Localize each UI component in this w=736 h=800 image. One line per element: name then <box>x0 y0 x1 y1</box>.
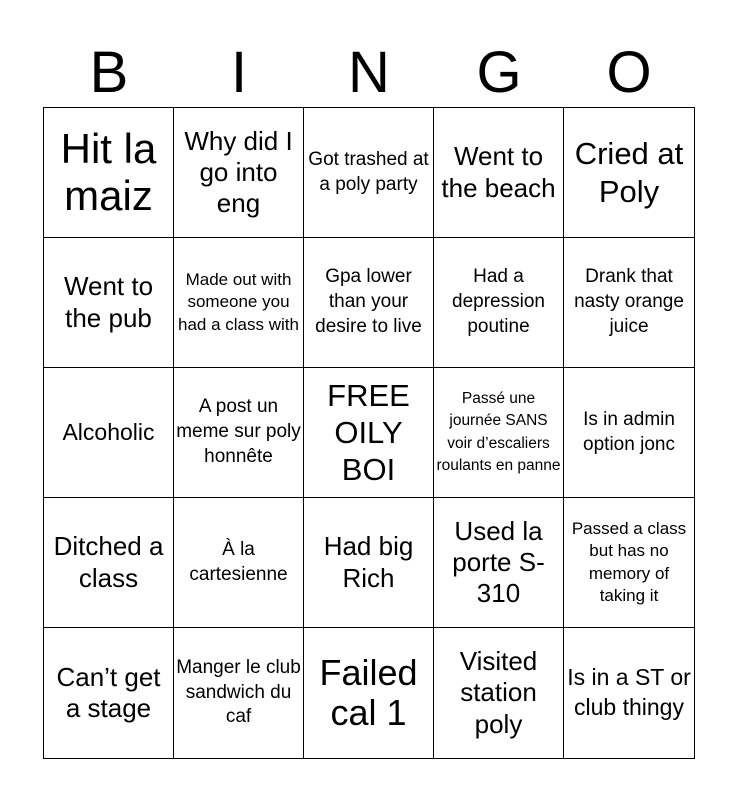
bingo-cell[interactable] <box>44 238 174 368</box>
bingo-cell[interactable] <box>564 628 694 758</box>
cell-text: FREE OILY BOI <box>327 377 410 488</box>
cell-text: Can’t get a stage <box>56 661 161 723</box>
bingo-cell[interactable] <box>304 238 434 368</box>
bingo-cell[interactable] <box>304 108 434 238</box>
cell-text: Manger le club sandwich du caf <box>176 656 301 728</box>
cell-text: Passed a class but has no memory of taking it <box>571 519 687 605</box>
bingo-cell[interactable] <box>564 498 694 628</box>
cell-text: Is in a ST or club thingy <box>567 664 691 720</box>
cell-text: À la cartesienne <box>189 538 288 585</box>
cell-text: Drank that nasty orange juice <box>574 266 684 337</box>
cell-text: Visited station poly <box>459 646 538 739</box>
bingo-cell[interactable] <box>174 368 304 498</box>
cell-text: Hit la maiz <box>60 125 157 219</box>
cell-text: Ditched a class <box>53 531 164 593</box>
header-letter-i: I <box>230 40 248 105</box>
cell-text: Had big Rich <box>323 531 414 593</box>
bingo-cell[interactable] <box>564 368 694 498</box>
cell-text: Passé une journée SANS voir d’escaliers roulants en panne <box>436 389 561 474</box>
bingo-cell[interactable] <box>434 108 564 238</box>
cell-text: Why did I go into eng <box>184 125 293 219</box>
cell-text: Went to the beach <box>441 141 556 203</box>
bingo-cell[interactable] <box>44 498 174 628</box>
bingo-cell[interactable] <box>44 108 174 238</box>
bingo-cell[interactable] <box>44 628 174 758</box>
bingo-cell[interactable] <box>434 238 564 368</box>
cell-text: Cried at Poly <box>574 136 684 209</box>
bingo-cell[interactable] <box>434 628 564 758</box>
bingo-card-grid <box>43 107 695 759</box>
bingo-cell[interactable] <box>304 628 434 758</box>
bingo-cell[interactable] <box>434 368 564 498</box>
cell-text: Alcoholic <box>62 418 155 445</box>
bingo-cell[interactable] <box>434 498 564 628</box>
bingo-cell[interactable] <box>174 238 304 368</box>
cell-text: Failed cal 1 <box>319 652 418 733</box>
cell-text: Went to the pub <box>63 271 154 333</box>
cell-text: Made out with someone you had a class with <box>178 270 299 334</box>
bingo-cell[interactable] <box>174 108 304 238</box>
bingo-cell[interactable] <box>564 108 694 238</box>
header-letter-b: B <box>89 40 129 105</box>
header-letter-o: O <box>606 40 652 105</box>
cell-text: Is in admin option jonc <box>583 408 675 455</box>
cell-text: A post un meme sur poly honnête <box>176 396 301 467</box>
header-letter-g: G <box>476 40 522 105</box>
bingo-cell[interactable] <box>44 368 174 498</box>
cell-text: Used la porte S-310 <box>452 515 545 609</box>
header-letter-n: N <box>348 40 390 105</box>
cell-text: Gpa lower than your desire to live <box>315 266 422 337</box>
bingo-cell[interactable] <box>564 238 694 368</box>
cell-text: Had a depression poutine <box>452 266 545 337</box>
bingo-cell-free[interactable] <box>304 368 434 498</box>
bingo-header <box>44 38 694 108</box>
bingo-cell[interactable] <box>304 498 434 628</box>
bingo-cell[interactable] <box>174 498 304 628</box>
bingo-cell[interactable] <box>174 628 304 758</box>
cell-text: Got trashed at a poly party <box>308 148 429 195</box>
